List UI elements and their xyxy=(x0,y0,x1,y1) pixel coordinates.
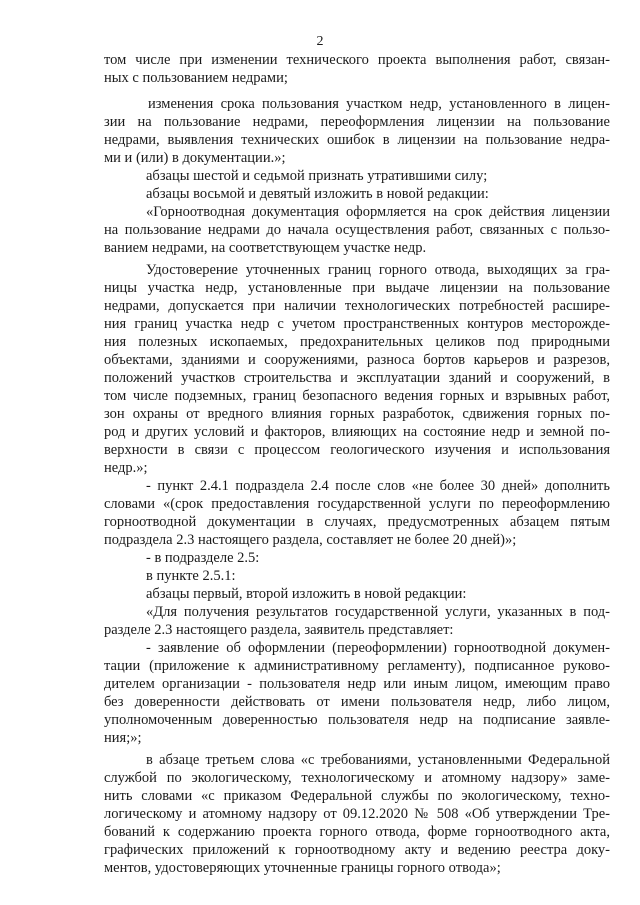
text-line: без доверенности действовать от имени пользователя недр, либо лицом, xyxy=(104,694,610,710)
text-line: на пользование недрами до начала осуществления работ, связанных с пользо- xyxy=(104,222,610,238)
text-line: бований к содержанию проекта горного отвода, форме горноотводного акта, xyxy=(104,824,610,840)
text-line: - пункт 2.4.1 подраздела 2.4 после слов «не более 30 дней» дополнить xyxy=(146,478,610,494)
text-line: дителем организации - пользователя недр или иным лицом, имеющим право xyxy=(104,676,610,692)
text-line: абзацы первый, второй изложить в новой редакции: xyxy=(146,586,467,602)
text-line: в пункте 2.5.1: xyxy=(146,568,236,584)
text-line: ванием недрами, на соответствующем участке недр. xyxy=(104,240,427,256)
text-line: подраздела 2.3 настоящего раздела, составляет не более 20 дней)»; xyxy=(104,532,517,548)
text-line: службой по экологическому, технологическому и атомному надзору» заме- xyxy=(104,770,610,786)
text-line: ния полезных ископаемых, предохранительных целиков под природными xyxy=(104,334,610,350)
text-line: «Горноотводная документация оформляется на срок действия лицензии xyxy=(146,204,610,220)
text-line: ницы участка недр, установленные при выдаче лицензии на пользование xyxy=(104,280,610,296)
text-line: ния;»; xyxy=(104,730,142,746)
page-number: 2 xyxy=(316,34,324,49)
text-line: горноотводной документации в случаях, предусмотренных абзацем пятым xyxy=(104,514,610,530)
text-line: графических приложений к горноотводному акту и ведению реестра доку- xyxy=(104,842,610,858)
text-line: изменения срока пользования участком недр, установленного в лицен- xyxy=(148,96,610,112)
text-line: верхности в связи с процессом геологического изучения и использования xyxy=(104,442,610,458)
text-line: абзацы восьмой и девятый изложить в новой редакции: xyxy=(146,186,489,202)
text-line: том числе подземных, границ безопасного ведения горных и взрывных работ, xyxy=(104,388,610,404)
text-line: нить словами «с приказом Федеральной службы по экологическому, техно- xyxy=(104,788,610,804)
text-line: объектами, зданиями и сооружениями, разноса бортов карьеров и разрезов, xyxy=(104,352,610,368)
text-line: - в подразделе 2.5: xyxy=(146,550,260,566)
text-line: том числе при изменении технического проекта выполнения работ, связан- xyxy=(104,52,610,68)
text-line: «Для получения результатов государственной услуги, указанных в под- xyxy=(146,604,610,620)
text-line: разделе 2.3 настоящего раздела, заявитель представляет: xyxy=(104,622,454,638)
text-line: абзацы шестой и седьмой признать утратившими силу; xyxy=(146,168,488,184)
text-line: недр.»; xyxy=(104,460,148,476)
text-line: логическому и атомному надзору от 09.12.2020 № 508 «Об утверждении Тре- xyxy=(104,806,610,822)
text-line: тации (приложение к административному регламенту), подписанное руково- xyxy=(104,658,610,674)
text-line: Удостоверение уточненных границ горного отвода, выходящих за гра- xyxy=(146,262,610,278)
text-line: - заявление об оформлении (переоформлении) горноотводной докумен- xyxy=(146,640,610,656)
text-line: недрами, допускается при наличии технологических потребностей расшире- xyxy=(104,298,610,314)
text-line: зии на пользование недрами, переоформления лицензии на пользование xyxy=(104,114,610,130)
text-line: словами «(срок предоставления государственной услуги по переоформлению xyxy=(104,496,610,512)
text-line: положений участков строительства и эксплуатации зданий и сооружений, в xyxy=(104,370,610,386)
text-line: ми и (или) в документации.»; xyxy=(104,150,286,166)
text-line: ных с пользованием недрами; xyxy=(104,70,288,86)
text-line: в абзаце третьем слова «с требованиями, установленными Федеральной xyxy=(146,752,610,768)
text-line: ментов, удостоверяющих уточненные границы горного отвода»; xyxy=(104,860,501,876)
text-line: зон охраны от вредного влияния горных разработок, сдвижения горных по- xyxy=(104,406,610,422)
text-line: недрами, выявления технических ошибок в лицензии на пользование недра- xyxy=(104,132,610,148)
text-line: род и других условий и факторов, влияющих на состояние недр и земной по- xyxy=(104,424,610,440)
text-line: ния границ участка недр с учетом пространственных контуров месторожде- xyxy=(104,316,610,332)
text-line: уполномоченным доверенностью пользователя недр на подписание заявле- xyxy=(104,712,610,728)
